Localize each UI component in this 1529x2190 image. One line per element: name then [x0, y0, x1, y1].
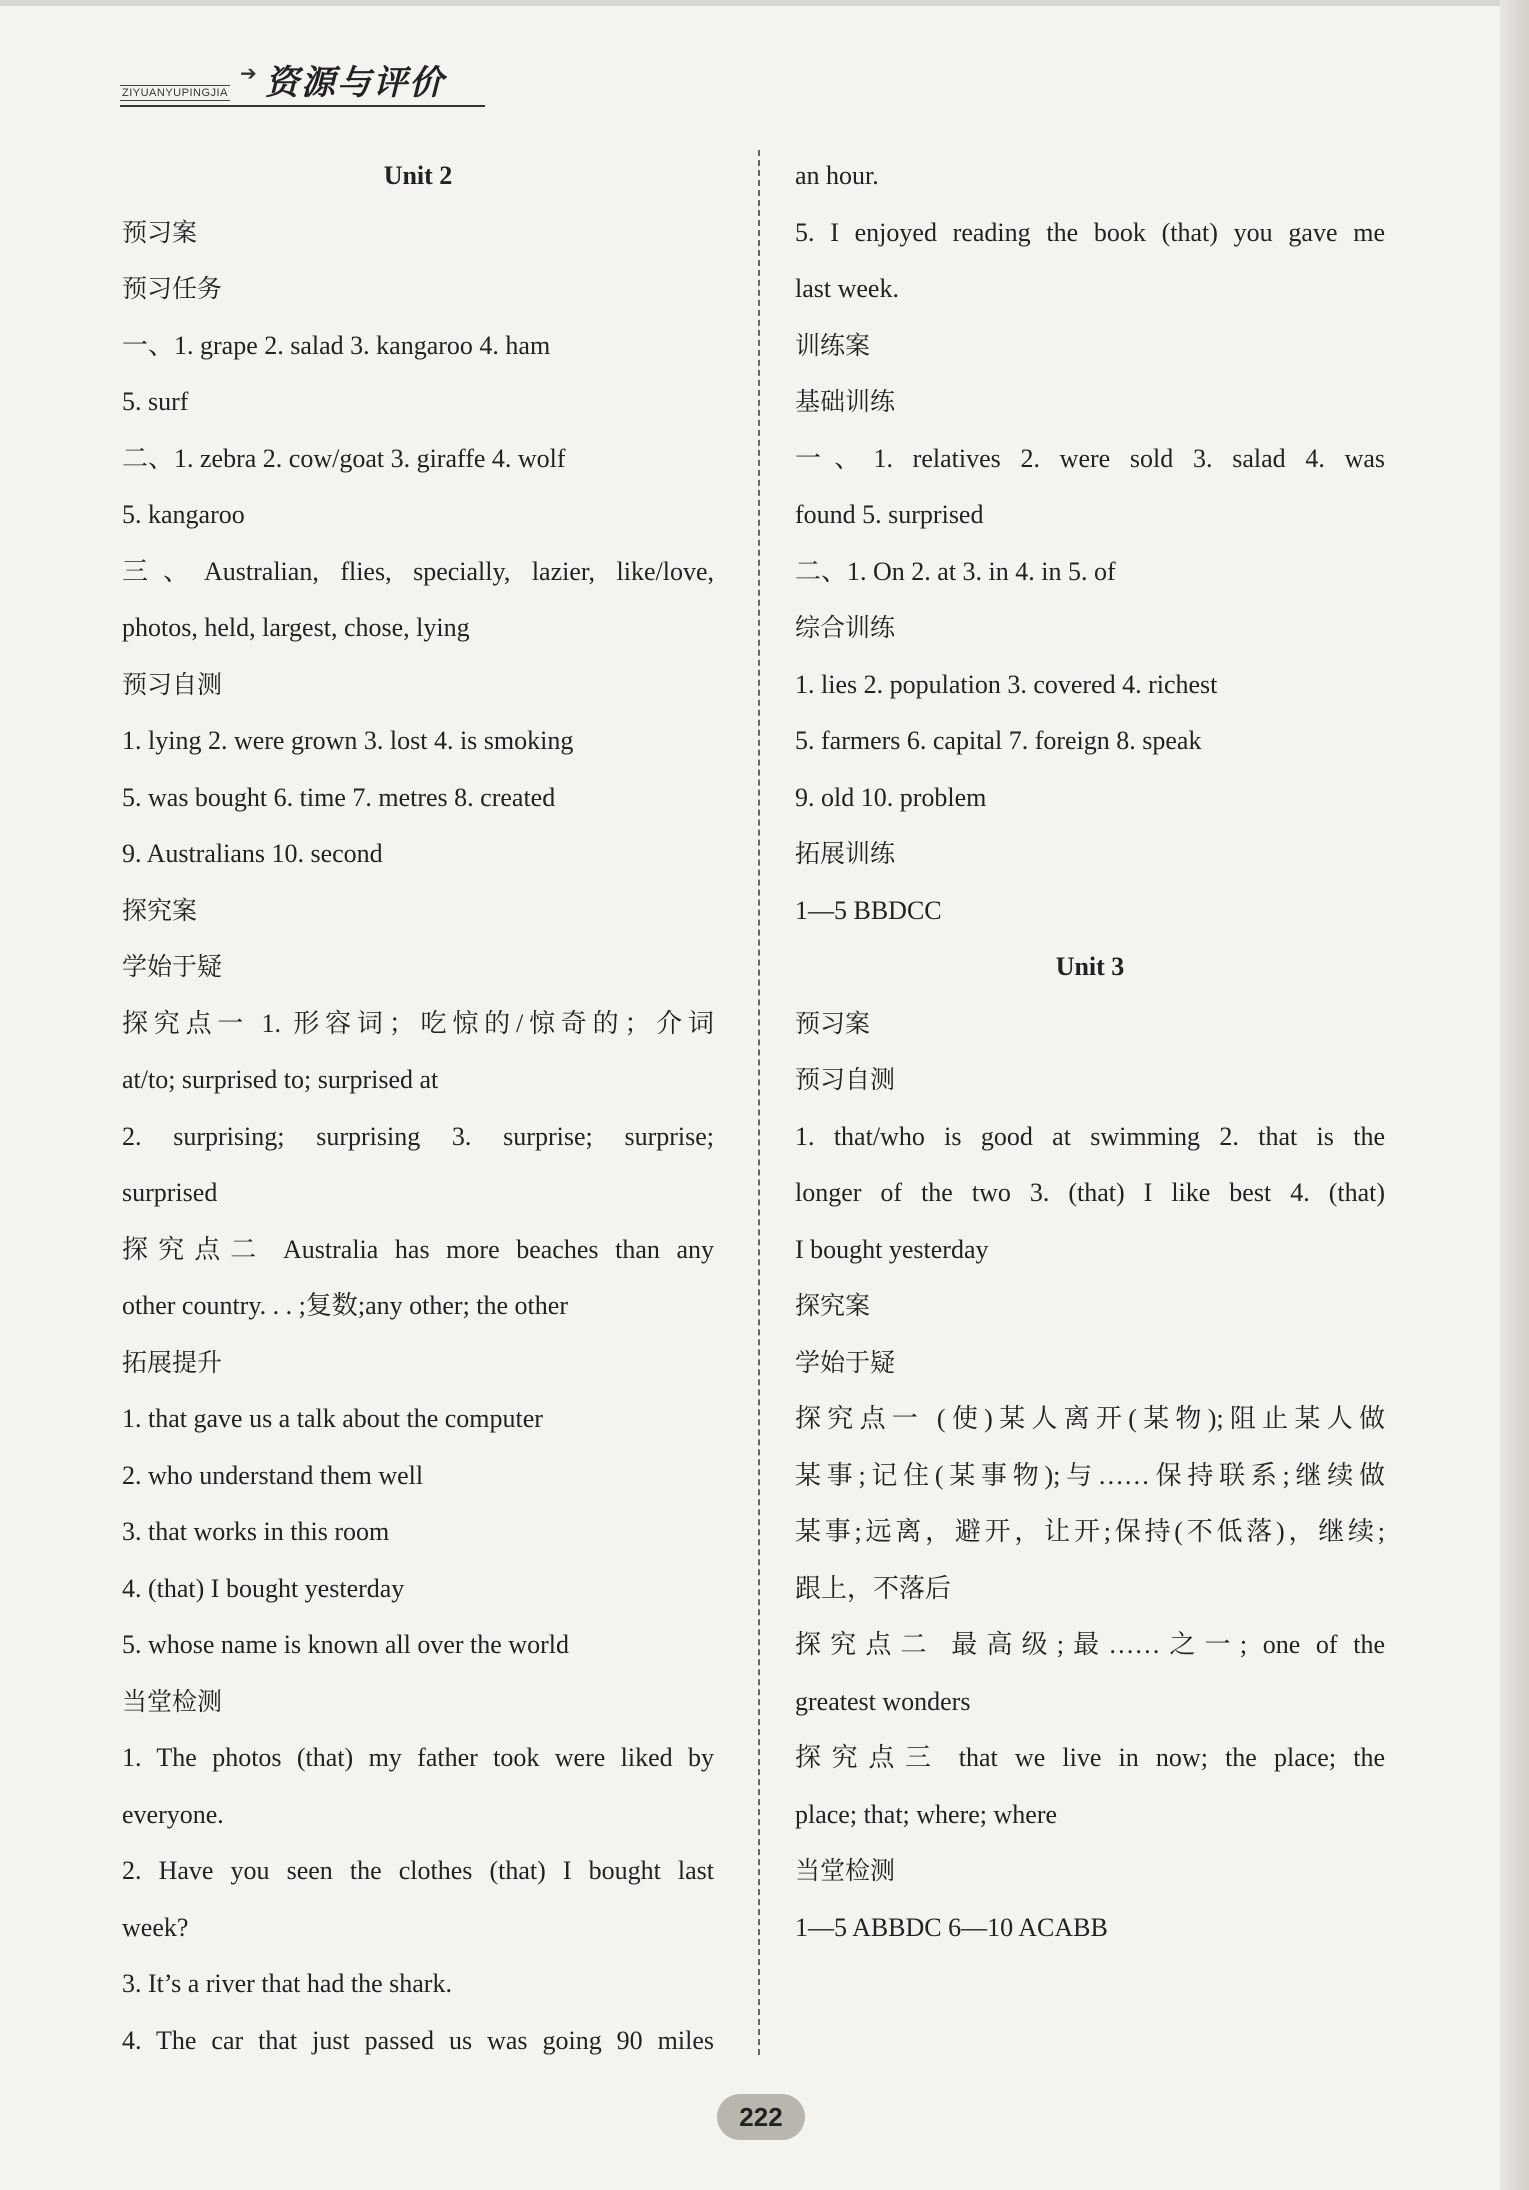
answer-line: at/to; surprised to; surprised at [122, 1065, 439, 1094]
section-heading: 拓展训练 [795, 839, 896, 868]
answer-line: I bought yesterday [795, 1234, 989, 1264]
section-heading: 拓展提升 [122, 1347, 223, 1377]
top-edge [0, 0, 1529, 6]
column-divider [758, 150, 760, 2055]
answer-line: 1—5 ABBDC 6—10 ACABB [795, 1912, 1108, 1942]
answer-line: 1. The photos (that) my father took were liked by [122, 1743, 714, 1772]
answer-line: 5. farmers 6. capital 7. foreign 8. speak [795, 726, 1202, 755]
answer-line: 一、1. relatives 2. were sold 3. salad 4. was [795, 443, 1385, 473]
answer-line: 3. that works in this room [122, 1517, 390, 1546]
answer-line: 探究点二 最高级;最……之一; one of the [795, 1630, 1385, 1659]
section-heading: 学始于疑 [122, 952, 223, 981]
answer-line: 4. The car that just passed us was going 90 miles [122, 2025, 714, 2055]
answer-line: 探究点三 that we live in now; the place; the [795, 1743, 1385, 1772]
page-header [120, 55, 490, 110]
answer-line: 5. kangaroo [122, 500, 245, 529]
answer-line: 1. that gave us a talk about the computer [122, 1404, 543, 1433]
section-heading: 基础训练 [795, 387, 896, 416]
section-heading: 预习案 [122, 217, 198, 247]
section-heading: 预习自测 [122, 669, 223, 699]
answer-line: 二、1. On 2. at 3. in 4. in 5. of [795, 556, 1116, 586]
answer-line: week? [122, 1912, 189, 1942]
answer-line: 1—5 BBDCC [795, 895, 942, 925]
answer-line: place; that; where; where [795, 1799, 1058, 1829]
answer-line: found 5. surprised [795, 500, 984, 529]
section-heading: 预习任务 [122, 274, 223, 303]
answer-line: 3. It’s a river that had the shark. [122, 1969, 452, 1998]
answer-line: 一、1. grape 2. salad 3. kangaroo 4. ham [122, 330, 551, 360]
answer-line: 5. was bought 6. time 7. metres 8. created [122, 782, 556, 812]
arrow-icon: ➔ [240, 61, 257, 85]
section-heading: 训练案 [795, 330, 871, 360]
answer-line: 1. lying 2. were grown 3. lost 4. is smoking [122, 726, 574, 755]
answer-line: last week. [795, 274, 899, 303]
answer-line: 某事;远离，避开，让开;保持(不低落)，继续; [795, 1517, 1385, 1546]
page-edge-shadow [1500, 0, 1529, 2190]
unit-title: Unit 2 [383, 161, 453, 190]
section-heading: 探究案 [122, 895, 198, 925]
answer-line: 9. old 10. problem [795, 782, 987, 812]
answer-line: 三、Australian, flies, specially, lazier, like/love, [122, 556, 714, 586]
answer-line: 4. (that) I bought yesterday [122, 1573, 405, 1603]
answer-line: 某事;记住(某事物);与……保持联系;继续做 [795, 1460, 1385, 1490]
answer-line: surprised [122, 1178, 218, 1207]
section-heading: 当堂检测 [795, 1856, 896, 1885]
answer-line: 5. I enjoyed reading the book (that) you gave me [795, 217, 1385, 247]
answer-line: 2. who understand them well [122, 1460, 424, 1490]
answer-line: 9. Australians 10. second [122, 839, 383, 868]
section-heading: 探究案 [795, 1291, 871, 1320]
answer-line: 5. whose name is known all over the world [122, 1630, 569, 1659]
header-underline [120, 105, 485, 107]
answer-line: 二、1. zebra 2. cow/goat 3. giraffe 4. wolf [122, 443, 566, 473]
answer-line: greatest wonders [795, 1686, 971, 1716]
answer-line: everyone. [122, 1799, 224, 1829]
answer-line: 探究点二 Australia has more beaches than any [122, 1234, 714, 1264]
answer-line: an hour. [795, 161, 879, 190]
unit-title: Unit 3 [1055, 952, 1125, 981]
right-column [795, 148, 1385, 1956]
answer-line: 探究点一 1. 形容词；吃惊的/惊奇的；介词 [122, 1008, 714, 1038]
answer-line: 1. lies 2. population 3. covered 4. richest [795, 669, 1218, 699]
section-heading: 预习案 [795, 1008, 871, 1038]
header-title: 资源与评价 [265, 63, 445, 103]
header-pinyin: ZIYUANYUPINGJIA [122, 87, 228, 99]
answer-line: 1. that/who is good at swimming 2. that is the [795, 1121, 1385, 1151]
answer-line: photos, held, largest, chose, lying [122, 613, 470, 642]
answer-line: other country. . . ;复数;any other; the other [122, 1291, 568, 1320]
answer-line: 跟上，不落后 [795, 1573, 952, 1603]
answer-line: longer of the two 3. (that) I like best 4. (that) [795, 1178, 1385, 1207]
section-heading: 当堂检测 [122, 1686, 223, 1716]
answer-line: 2. Have you seen the clothes (that) I bought last [122, 1856, 714, 1885]
answer-line: 5. surf [122, 387, 189, 416]
answer-line: 2. surprising; surprising 3. surprise; surprise; [122, 1121, 714, 1151]
left-column [122, 148, 714, 2069]
page-number: 222 [717, 2094, 805, 2140]
section-heading: 预习自测 [795, 1065, 896, 1094]
section-heading: 综合训练 [795, 613, 896, 642]
answer-line: 探究点一 (使)某人离开(某物);阻止某人做 [795, 1404, 1385, 1433]
section-heading: 学始于疑 [795, 1347, 896, 1377]
